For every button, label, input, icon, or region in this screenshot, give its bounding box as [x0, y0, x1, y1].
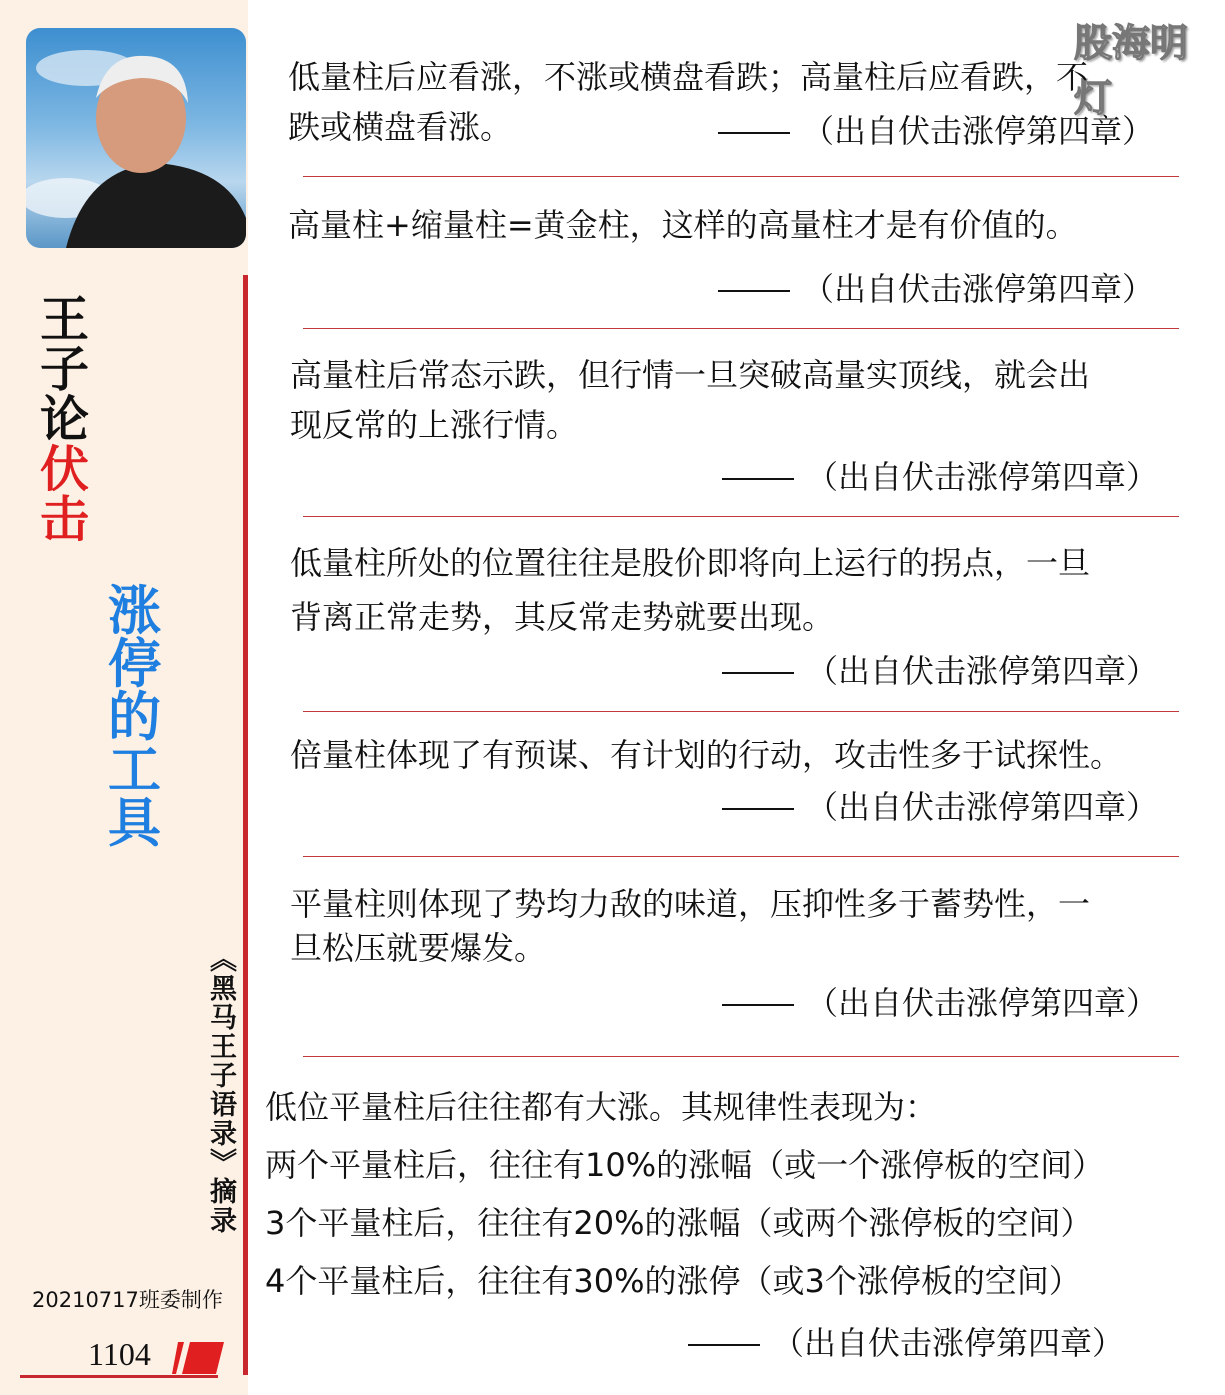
quote-6	[290, 882, 1090, 970]
title-char: 伏	[40, 440, 90, 498]
quote-4	[290, 536, 1090, 644]
quote-line: 高量柱+缩量柱=黄金柱，这样的高量柱才是有价值的。	[288, 206, 1078, 244]
quote-line: 平量柱则体现了势均力敌的味道，压抑性多于蓄势性，一	[290, 885, 1091, 923]
title-char: 王	[40, 290, 90, 348]
source-text: （出自伏击涨停第四章）	[806, 984, 1159, 1022]
title-char: 论	[40, 390, 90, 448]
subtitle-char: 的	[108, 686, 161, 748]
quote-line: 旦松压就要爆发。	[290, 929, 547, 967]
separator	[303, 516, 1179, 517]
book-title: 《黑马王子语录》摘录	[205, 945, 236, 1235]
quote-line: 倍量柱体现了有预谋、有计划的行动，攻击性多于试探性。	[290, 736, 1123, 774]
title-vertical	[40, 290, 90, 548]
source-text: （出自伏击涨停第四章）	[806, 788, 1159, 826]
quote-2	[288, 200, 1078, 250]
separator	[303, 1056, 1179, 1057]
source-text: （出自伏击涨停第四章）	[806, 652, 1159, 690]
separator	[303, 328, 1179, 329]
quote-3	[290, 350, 1090, 450]
quote-line: 低量柱后应看涨，不涨或横盘看跌；高量柱后应看跌，不	[288, 58, 1089, 96]
quote-source	[718, 264, 1154, 310]
quote-source	[718, 106, 1154, 152]
quote-line: 4个平量柱后，往往有30%的涨停（或3个涨停板的空间）	[265, 1262, 1081, 1300]
credit: 20210717班委制作	[32, 1288, 223, 1312]
underline	[20, 1375, 218, 1378]
author-photo	[26, 28, 246, 248]
quote-source	[722, 646, 1158, 692]
quote-line: 3个平量柱后，往往有20%的涨幅（或两个涨停板的空间）	[265, 1204, 1093, 1242]
subtitle-char: 工	[108, 739, 161, 801]
slash-decoration	[172, 1342, 224, 1374]
subtitle-char: 停	[108, 633, 161, 695]
quote-source	[722, 452, 1158, 498]
quote-line: 两个平量柱后，往往有10%的涨幅（或一个涨停板的空间）	[265, 1146, 1105, 1184]
quote-line: 跌或横盘看涨。	[288, 108, 513, 146]
quote-line: 高量柱后常态示跌，但行情一旦突破高量实顶线，就会出	[290, 356, 1091, 394]
source-text: （出自伏击涨停第四章）	[802, 112, 1155, 150]
source-text: （出自伏击涨停第四章）	[772, 1324, 1125, 1362]
title-char: 击	[40, 490, 90, 548]
separator	[303, 856, 1179, 857]
subtitle-vertical	[108, 580, 164, 854]
quote-line: 背离正常走势，其反常走势就要出现。	[290, 598, 835, 636]
separator	[303, 176, 1179, 177]
quote-source	[722, 782, 1158, 828]
separator	[303, 711, 1179, 712]
watermark: 股海明灯	[1074, 21, 1189, 120]
title-char: 子	[40, 340, 90, 398]
quote-source	[722, 978, 1158, 1024]
subtitle-char: 具	[108, 792, 161, 854]
source-text: （出自伏击涨停第四章）	[806, 458, 1159, 496]
source-text: （出自伏击涨停第四章）	[802, 270, 1155, 308]
quote-source	[688, 1318, 1124, 1364]
page-number: 1104	[88, 1336, 151, 1372]
subtitle-char: 涨	[108, 580, 161, 642]
quote-line: 低量柱所处的位置往往是股价即将向上运行的拐点，一旦	[290, 544, 1091, 582]
divider-bar	[243, 275, 248, 1375]
quote-5	[290, 730, 1122, 780]
quote-line: 现反常的上涨行情。	[290, 406, 579, 444]
quote-7	[265, 1078, 1104, 1310]
quote-line: 低位平量柱后往往都有大涨。其规律性表现为：	[265, 1088, 938, 1126]
